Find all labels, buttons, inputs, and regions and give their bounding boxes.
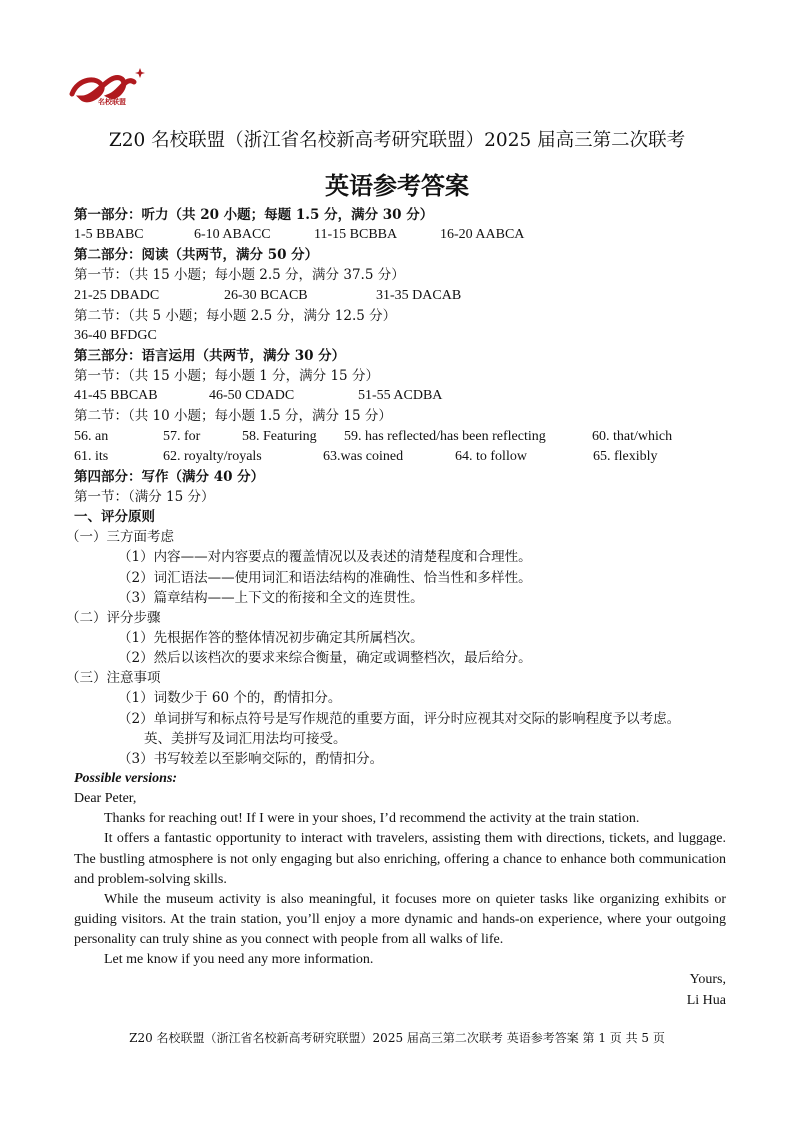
answer-item: 61. its (74, 448, 109, 464)
document-subtitle: 英语参考答案 (325, 172, 469, 200)
part1-heading: 第一部分：听力（共 20 小题；每题 1.5 分，满分 30 分） (74, 207, 434, 223)
essay-paragraph: Thanks for reaching out! If I were in your shoes, I’d recommend the activity at the train station. (104, 811, 640, 827)
part4-heading: 第四部分：写作（满分 40 分） (74, 468, 265, 485)
answer-item: 64. to follow (455, 448, 527, 464)
essay-signature: Li Hua (686, 992, 726, 1008)
answer-group: 16-20 AABCA (440, 227, 525, 243)
part2-sec1-answers (74, 286, 726, 306)
answer-item: 60. that/which (592, 428, 673, 444)
part3-sec1: 第一节：（共 15 小题；每小题 1 分，满分 15 分） (74, 368, 379, 385)
part1-answers (74, 225, 726, 245)
part2-heading: 第二部分：阅读（共两节，满分 50 分） (74, 247, 319, 264)
part2-sec2: 第二节：（共 5 小题；每小题 2.5 分，满分 12.5 分） (74, 307, 397, 324)
part4-sec1: 第一节：（满分 15 分） (74, 488, 215, 505)
answer-item: 62. royalty/royals (163, 448, 262, 464)
criteria-c: （三）注意事项 (66, 670, 161, 687)
criteria-b: （二）评分步骤 (66, 609, 161, 626)
criteria-a3: （3）篇章结构——上下文的衔接和全文的连贯性。 (118, 589, 424, 606)
part2-sec2-answers: 36-40 BFDGC (74, 327, 157, 343)
essay-paragraph: Let me know if you need any more information. (104, 952, 374, 968)
answer-group: 11-15 BCBBA (314, 227, 398, 243)
essay-paragraph: While the museum activity is also meaningful, it focuses more on quieter tasks like organizing exhibits or guiding visitors. At the train station, you’ll enjoy a more dynamic and hands-on experience, where your outgoing personality can truly shine as you connect with people from all walks of life. (74, 891, 726, 948)
part3-row2 (74, 447, 726, 467)
answer-group: 51-55 ACDBA (358, 388, 443, 404)
answer-group: 31-35 DACAB (376, 287, 462, 303)
answer-group: 41-45 BBCAB (74, 388, 158, 404)
criteria-a: （一）三方面考虑 (66, 529, 174, 546)
answer-content (66, 205, 726, 1011)
criteria-b2: （2）然后以该档次的要求来综合衡量，确定或调整档次，最后给分。 (118, 650, 532, 667)
criteria-a1: （1）内容——对内容要点的覆盖情况以及表述的清楚程度和合理性。 (118, 549, 532, 566)
possible-versions-label: Possible versions: (74, 770, 178, 786)
principles-heading: 一、评分原则 (74, 509, 155, 526)
criteria-c3: （3）书写较差以至影响交际的，酌情扣分。 (118, 750, 384, 767)
logo-text: 名校联盟 (98, 98, 126, 106)
answer-group: 46-50 CDADC (209, 388, 295, 404)
criteria-c2: （2）单词拼写和标点符号是写作规范的重要方面，评分时应视其对交际的影响程度予以考虑。 (118, 710, 681, 727)
criteria-c2-cont: 英、美拼写及词汇用法均可接受。 (144, 730, 347, 747)
part3-sec2: 第二节：（共 10 小题；每小题 1.5 分，满分 15 分） (74, 408, 392, 425)
criteria-a2: （2）词汇语法——使用词汇和语法结构的准确性、恰当性和多样性。 (118, 569, 532, 586)
answer-item: 56. an (74, 428, 109, 444)
answer-group: 6-10 ABACC (194, 227, 271, 243)
answer-item: 58. Featuring (242, 428, 317, 444)
answer-group: 26-30 BCACB (224, 287, 308, 303)
answer-item: 63.was coined (323, 448, 404, 464)
essay-paragraph: It offers a fantastic opportunity to interact with travelers, assisting them with directions, tickets, and luggage. The bustling atmosphere is not only engaging but also enriching, offering a chance to enhance both communication and problem-solving skills. (74, 831, 726, 887)
answer-group: 1-5 BBABC (74, 227, 144, 243)
part3-row1 (74, 427, 726, 447)
part2-sec1: 第一节：（共 15 小题；每小题 2.5 分，满分 37.5 分） (74, 267, 405, 284)
answer-group: 21-25 DBADC (74, 287, 160, 303)
part3-heading: 第三部分：语言运用（共两节，满分 30 分） (74, 347, 346, 364)
document-title: Z20 名校联盟（浙江省名校新高考研究联盟）2025 届高三第二次联考 (108, 130, 686, 151)
essay-greeting: Dear Peter, (74, 791, 137, 807)
answer-item: 65. flexibly (593, 448, 658, 464)
criteria-b1: （1）先根据作答的整体情况初步确定其所属档次。 (118, 629, 424, 646)
page-footer: Z20 名校联盟（浙江省名校新高考研究联盟）2025 届高三第二次联考 英语参考答案 第 1 页 共 5 页 (129, 1031, 665, 1045)
answer-item: 59. has reflected/has been reflecting (344, 428, 546, 444)
criteria-c1: （1）词数少于 60 个的，酌情扣分。 (118, 690, 342, 707)
essay-closing: Yours, (689, 972, 726, 988)
part3-sec1-answers (74, 386, 726, 406)
answer-item: 57. for (163, 428, 201, 444)
